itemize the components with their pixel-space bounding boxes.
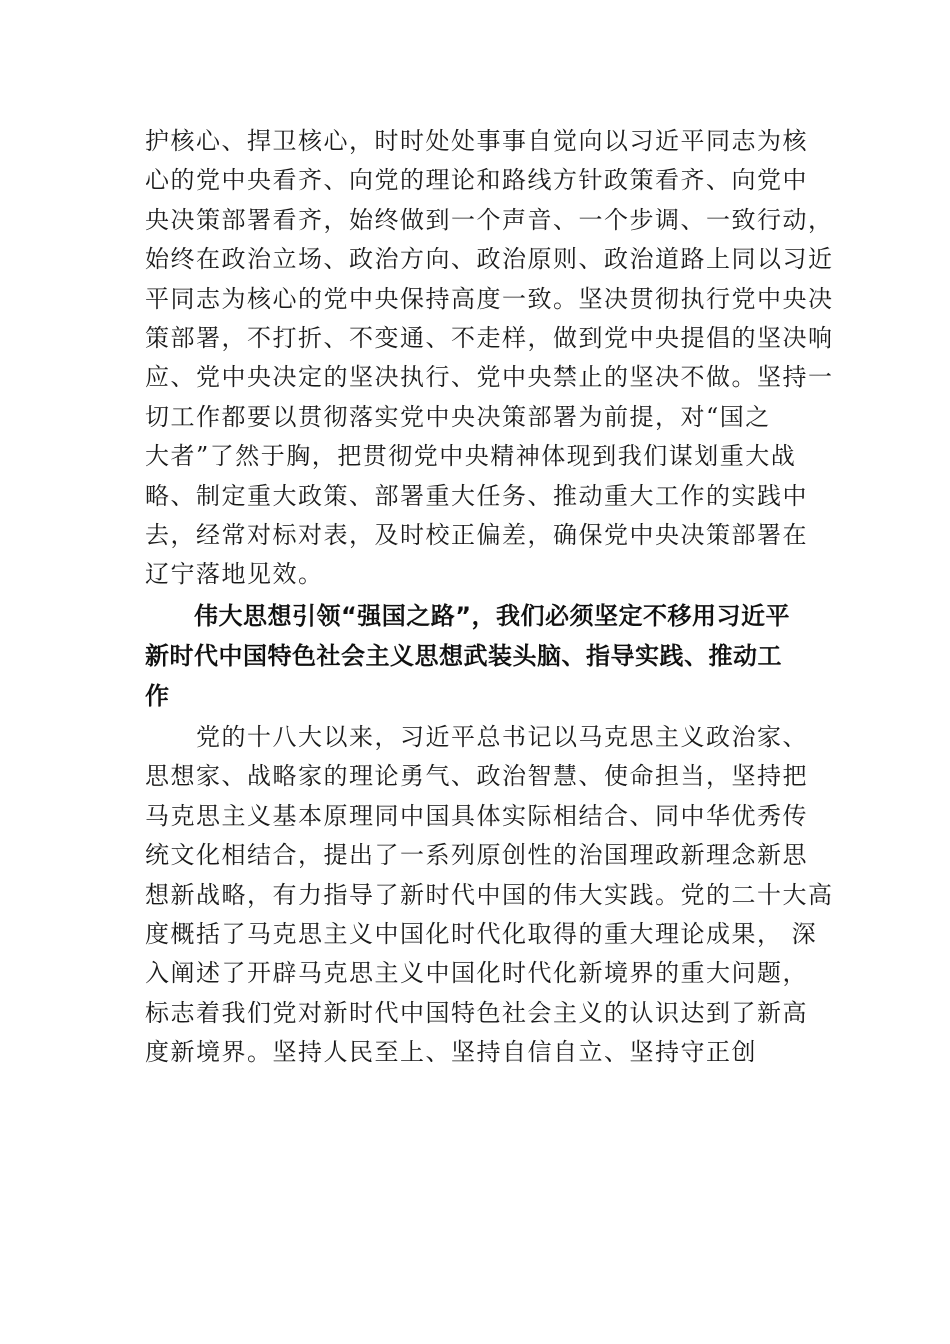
paragraph-line: 略、制定重大政策、部署重大任务、推动重大工作的实践中 [145,481,808,510]
paragraph-line: 马克思主义基本原理同中国具体实际相结合、同中华优秀传 [145,801,808,830]
paragraph-line: 党的十八大以来，习近平总书记以马克思主义政治家、 [145,723,808,751]
heading-line: 作 [145,682,170,710]
paragraph-line: 央决策部署看齐，始终做到一个声音、一个步调、一致行动， [145,205,834,234]
body-paragraph-1 [145,122,834,595]
paragraph-line: 想新战略，有力指导了新时代中国的伟大实践。党的二十大高 [145,880,834,909]
paragraph-line: 度新境界。坚持人民至上、坚持自信自立、坚持守正创 [145,1038,757,1067]
paragraph-line: 度概括了马克思主义中国化时代化取得的重大理论成果， 深 [145,919,818,948]
section-heading [145,596,835,716]
paragraph-line: 标志着我们党对新时代中国特色社会主义的认识达到了新高 [145,998,808,1027]
paragraph-line: 应、党中央决定的坚决执行、党中央禁止的坚决不做。坚持一 [145,363,834,392]
paragraph-line: 策部署，不打折、不变通、不走样，做到党中央提倡的坚决响 [145,323,834,352]
paragraph-line: 统文化相结合，提出了一系列原创性的治国理政新理念新思 [145,841,808,870]
paragraph-line: 切工作都要以贯彻落实党中央决策部署为前提，对“国之 [145,402,771,431]
paragraph-line: 辽宁落地见效。 [145,560,324,589]
heading-line: 新时代中国特色社会主义思想武装头脑、指导实践、推动工 [145,642,782,670]
paragraph-line: 去，经常对标对表，及时校正偏差，确保党中央决策部署在 [145,520,808,549]
paragraph-line: 入阐述了开辟马克思主义中国化时代化新境界的重大问题， [145,959,808,988]
paragraph-line: 护核心、捍卫核心，时时处处事事自觉向以习近平同志为核 [145,127,808,155]
paragraph-line: 心的党中央看齐、向党的理论和路线方针政策看齐、向党中 [145,166,808,195]
paragraph-line: 思想家、战略家的理论勇气、政治智慧、使命担当，坚持把 [145,762,808,791]
paragraph-line: 始终在政治立场、政治方向、政治原则、政治道路上同以习近 [145,245,834,274]
heading-line: 伟大思想引领“强国之路”，我们必须坚定不移用习近平 [145,602,791,630]
paragraph-line: 平同志为核心的党中央保持高度一致。坚决贯彻执行党中央决 [145,284,834,313]
paragraph-line: 大者”了然于胸，把贯彻党中央精神体现到我们谋划重大战 [145,442,797,471]
body-paragraph-2 [145,718,834,1073]
